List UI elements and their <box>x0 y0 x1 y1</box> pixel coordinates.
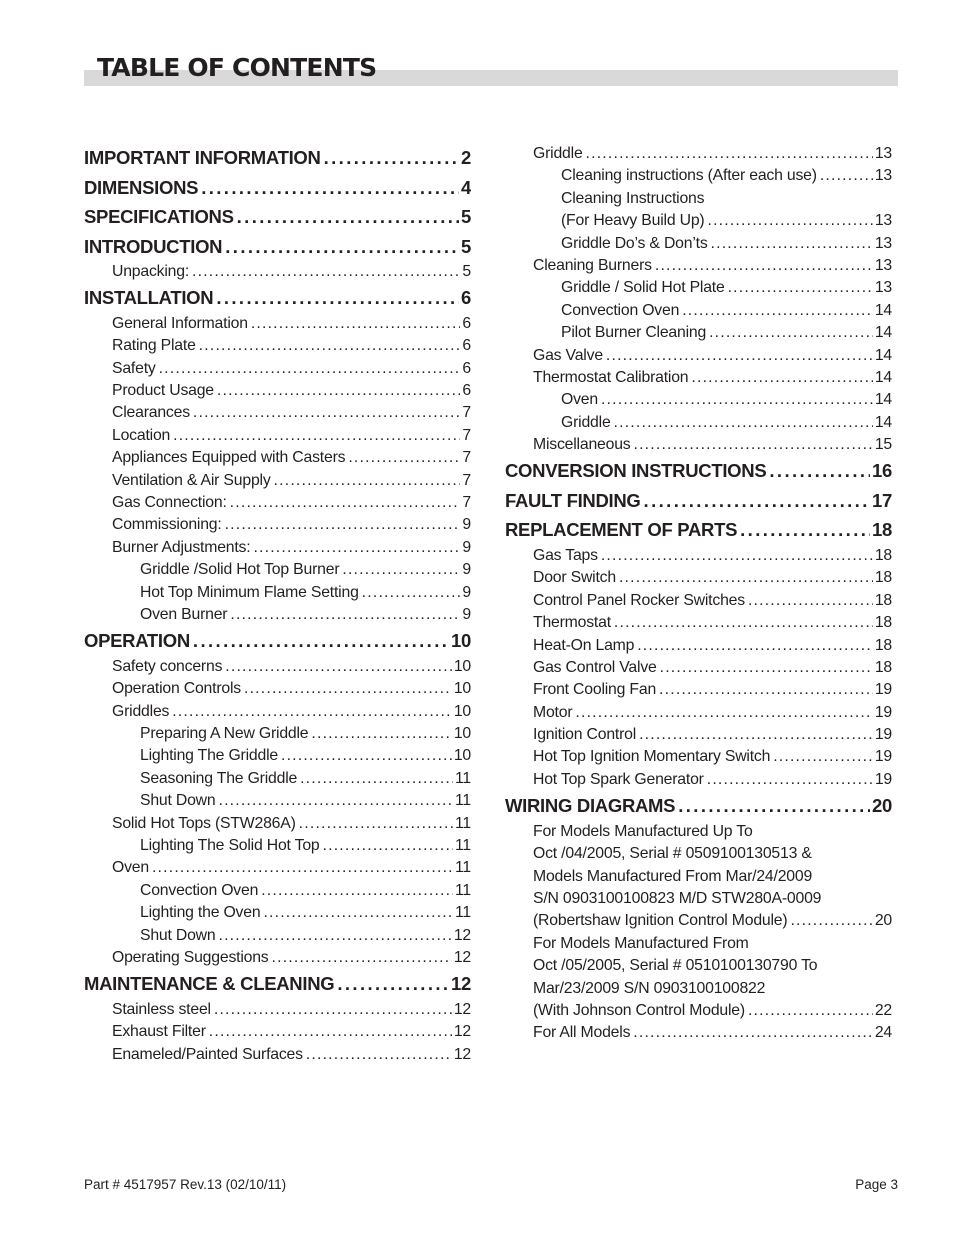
toc-dot-leader <box>682 300 873 322</box>
toc-entry[interactable] <box>505 567 892 589</box>
toc-page-number: 18 <box>874 614 892 632</box>
toc-page-number: 12 <box>451 973 471 995</box>
toc-entry-title: Control Panel Rocker Switches <box>533 591 745 609</box>
toc-entry[interactable] <box>84 902 471 924</box>
toc-dot-leader <box>644 486 870 516</box>
toc-page-number: 11 <box>455 769 471 787</box>
toc-entry[interactable] <box>505 210 892 232</box>
toc-dot-leader <box>691 367 872 389</box>
toc-entry[interactable] <box>84 947 471 969</box>
toc-text-line: Oct /05/2005, Serial # 0510100130790 To <box>533 957 818 975</box>
toc-entry-title: Operating Suggestions <box>112 948 269 966</box>
toc-entry-title: Location <box>112 426 171 444</box>
toc-entry-title: OPERATION <box>84 630 190 652</box>
toc-dot-leader <box>773 746 873 768</box>
toc-entry-title: (With Johnson Control Module) <box>533 1001 745 1019</box>
toc-entry[interactable] <box>84 358 471 380</box>
toc-entry[interactable] <box>84 656 471 678</box>
toc-entry[interactable] <box>505 910 892 932</box>
toc-entry[interactable] <box>84 768 471 790</box>
toc-page-number: 19 <box>874 770 892 788</box>
toc-section-entry[interactable] <box>84 173 471 203</box>
toc-dot-leader <box>348 447 460 469</box>
toc-entry-title: MAINTENANCE & CLEANING <box>84 973 335 995</box>
toc-page-number: 13 <box>874 256 892 274</box>
toc-entry[interactable] <box>505 277 892 299</box>
toc-entry[interactable] <box>84 514 471 536</box>
page-title: TABLE OF CONTENTS <box>97 53 377 82</box>
toc-dot-leader <box>199 335 461 357</box>
toc-dot-leader <box>637 635 873 657</box>
toc-dot-leader <box>311 723 451 745</box>
toc-entry-title: REPLACEMENT OF PARTS <box>505 519 738 541</box>
toc-page-number: 18 <box>874 636 892 654</box>
toc-dot-leader <box>193 626 449 656</box>
toc-dot-leader <box>748 1000 873 1022</box>
toc-entry-title: Unpacking: <box>112 263 190 280</box>
toc-entry-title: Gas Valve <box>533 346 603 364</box>
toc-page-number: 11 <box>455 836 471 854</box>
toc-entry[interactable] <box>84 492 471 514</box>
toc-dot-leader <box>614 412 873 434</box>
toc-entry-title: Clearances <box>112 404 190 422</box>
toc-page-number: 14 <box>874 368 892 386</box>
toc-entry[interactable] <box>84 880 471 902</box>
toc-page-number: 18 <box>874 569 892 587</box>
toc-dot-leader <box>601 389 873 411</box>
toc-entry[interactable] <box>505 233 892 255</box>
footer-page-number: Page 3 <box>855 1177 898 1192</box>
toc-entry[interactable] <box>505 1022 892 1044</box>
toc-entry[interactable] <box>84 425 471 447</box>
toc-entry[interactable] <box>84 582 471 604</box>
toc-dot-leader <box>728 277 873 299</box>
toc-page-number: 19 <box>874 681 892 699</box>
toc-entry[interactable] <box>84 380 471 402</box>
toc-entry[interactable] <box>505 165 892 187</box>
toc-dot-leader <box>281 745 452 767</box>
toc-page-number: 19 <box>874 726 892 744</box>
toc-dot-leader <box>660 657 873 679</box>
toc-dot-leader <box>639 724 873 746</box>
toc-entry-title: For All Models <box>533 1024 631 1042</box>
toc-entry-title: DIMENSIONS <box>84 176 199 198</box>
toc-entry-title: Enameled/Painted Surfaces <box>112 1045 303 1063</box>
toc-entry[interactable] <box>505 434 892 456</box>
toc-entry[interactable] <box>505 367 892 389</box>
toc-entry[interactable] <box>84 701 471 723</box>
toc-entry-title: Thermostat Calibration <box>533 368 689 386</box>
toc-section-entry[interactable] <box>84 626 471 656</box>
toc-dot-leader <box>218 925 451 947</box>
toc-entry[interactable] <box>505 702 892 724</box>
toc-page-number: 14 <box>874 391 892 409</box>
toc-dot-leader <box>159 358 461 380</box>
toc-entry-title: Thermostat <box>533 614 611 632</box>
toc-dot-leader <box>707 769 873 791</box>
toc-entry-title: Lighting The Solid Hot Top <box>140 836 320 854</box>
toc-section-entry[interactable] <box>505 486 892 516</box>
toc-dot-leader <box>614 612 873 634</box>
toc-page-number: 13 <box>874 167 892 185</box>
toc-entry-title: Griddle / Solid Hot Plate <box>561 279 725 297</box>
toc-page-number: 11 <box>455 814 471 832</box>
toc-page-number: 20 <box>874 912 892 930</box>
toc-dot-leader <box>263 902 453 924</box>
toc-page-number: 16 <box>872 460 892 482</box>
toc-entry-title: Door Switch <box>533 569 616 587</box>
toc-entry[interactable] <box>505 612 892 634</box>
toc-entry[interactable] <box>84 790 471 812</box>
toc-entry-title: SPECIFICATIONS <box>84 206 234 227</box>
toc-entry-title: Oven Burner <box>140 605 228 623</box>
toc-column-right <box>505 143 892 1045</box>
toc-entry-title: Motor <box>533 703 573 721</box>
toc-dot-leader <box>216 283 459 313</box>
toc-dot-leader <box>209 1021 452 1043</box>
toc-page-number: 6 <box>462 337 471 355</box>
toc-entry-title: FAULT FINDING <box>505 489 641 511</box>
toc-entry[interactable] <box>84 313 471 335</box>
toc-entry-title: Convection Oven <box>561 301 680 319</box>
toc-page-number: 12 <box>453 926 471 944</box>
toc-entry-title: Operation Controls <box>112 680 241 698</box>
toc-entry-title: WIRING DIAGRAMS <box>505 795 676 817</box>
toc-page-number: 18 <box>874 591 892 609</box>
toc-entry[interactable] <box>505 679 892 701</box>
toc-page-number: 11 <box>455 859 471 877</box>
toc-entry-title: Preparing A New Griddle <box>140 725 309 743</box>
toc-page-number: 24 <box>874 1024 892 1042</box>
toc-page-number: 6 <box>462 314 471 332</box>
toc-text-line: Oct /04/2005, Serial # 0509100130513 & <box>533 845 812 863</box>
toc-entry[interactable] <box>505 769 892 791</box>
toc-entry-title: Safety <box>112 359 156 377</box>
toc-column-left <box>84 143 471 1066</box>
toc-entry[interactable] <box>84 835 471 857</box>
toc-entry[interactable] <box>84 402 471 424</box>
toc-page-number: 19 <box>874 703 892 721</box>
toc-page-number: 5 <box>462 263 471 280</box>
toc-page-number: 12 <box>453 1045 471 1063</box>
toc-entry[interactable] <box>84 335 471 357</box>
footer-part-number: Part # 4517957 Rev.13 (02/10/11) <box>84 1177 287 1192</box>
toc-dot-leader <box>790 910 872 932</box>
toc-entry-title: Commissioning: <box>112 516 222 534</box>
toc-dot-leader <box>342 559 460 581</box>
toc-page-number: 11 <box>455 792 471 810</box>
toc-text-line: Cleaning Instructions <box>561 189 705 207</box>
toc-entry-title: Lighting The Griddle <box>140 747 278 765</box>
toc-page-number: 12 <box>453 1023 471 1041</box>
toc-entry-title: Seasoning The Griddle <box>140 769 298 787</box>
toc-dot-leader <box>272 947 452 969</box>
toc-dot-leader <box>225 232 459 262</box>
toc-dot-leader <box>655 255 873 277</box>
toc-entry-title: Rating Plate <box>112 337 196 355</box>
toc-section-entry[interactable] <box>84 232 471 262</box>
toc-page-number: 10 <box>453 725 471 743</box>
toc-page-number: 9 <box>462 583 471 601</box>
toc-entry-title: Heat-On Lamp <box>533 636 635 654</box>
toc-entry[interactable] <box>505 345 892 367</box>
toc-dot-leader <box>711 233 873 255</box>
toc-section-entry[interactable] <box>84 143 471 173</box>
toc-entry[interactable] <box>84 470 471 492</box>
toc-entry-title: INTRODUCTION <box>84 235 223 257</box>
toc-entry-title: Oven <box>561 391 598 409</box>
toc-entry-title: Miscellaneous <box>533 436 631 454</box>
toc-dot-leader <box>619 567 873 589</box>
toc-dot-leader <box>173 425 460 447</box>
toc-entry-title: Griddles <box>112 702 170 720</box>
toc-entry[interactable] <box>84 1044 471 1066</box>
toc-entry-title: Griddle Do’s & Don’ts <box>561 234 708 252</box>
toc-page-number: 5 <box>461 206 471 227</box>
toc-entry-title: Convection Oven <box>140 881 259 899</box>
toc-page-number: 13 <box>874 212 892 230</box>
toc-page-number: 7 <box>462 494 471 512</box>
toc-entry[interactable] <box>84 857 471 879</box>
toc-page-number: 9 <box>462 538 471 556</box>
toc-dot-leader <box>748 590 873 612</box>
toc-dot-leader <box>201 173 459 203</box>
toc-entry-title: Pilot Burner Cleaning <box>561 324 707 342</box>
toc-entry-title: Shut Down <box>140 926 216 944</box>
toc-entry[interactable] <box>505 300 892 322</box>
toc-entry[interactable] <box>84 447 471 469</box>
toc-entry[interactable] <box>505 724 892 746</box>
toc-dot-leader <box>172 701 452 723</box>
toc-dot-leader <box>323 835 453 857</box>
toc-dot-leader <box>230 604 460 626</box>
toc-page-number: 9 <box>462 605 471 623</box>
toc-dot-leader <box>244 678 452 700</box>
toc-entry[interactable] <box>84 261 471 283</box>
toc-entry[interactable] <box>84 1021 471 1043</box>
toc-entry-title: Hot Top Ignition Momentary Switch <box>533 748 771 766</box>
toc-section-entry[interactable] <box>505 456 892 486</box>
toc-text-line: Models Manufactured From Mar/24/2009 <box>533 867 813 885</box>
toc-dot-leader <box>193 402 461 424</box>
toc-dot-leader <box>237 202 459 232</box>
toc-page-number: 17 <box>872 489 892 511</box>
toc-entry[interactable] <box>505 143 892 165</box>
toc-entry-title: Gas Taps <box>533 546 598 564</box>
toc-entry-title: Gas Control Valve <box>533 658 657 676</box>
toc-dot-leader <box>261 880 453 902</box>
toc-page-number: 15 <box>874 436 892 454</box>
toc-page-number: 14 <box>874 346 892 364</box>
toc-entry[interactable] <box>84 813 471 835</box>
toc-entry-title: Solid Hot Tops (STW286A) <box>112 814 296 832</box>
toc-dot-leader <box>324 143 459 173</box>
toc-text-line: S/N 0903100100823 M/D STW280A-0009 <box>533 889 822 907</box>
toc-page-number: 11 <box>455 881 471 899</box>
toc-dot-leader <box>214 999 452 1021</box>
toc-dot-leader <box>606 345 873 367</box>
toc-dot-leader <box>633 1022 873 1044</box>
toc-entry[interactable] <box>505 635 892 657</box>
toc-page-number: 10 <box>453 747 471 765</box>
toc-dot-leader <box>251 313 461 335</box>
toc-entry[interactable] <box>84 999 471 1021</box>
toc-dot-leader <box>707 210 872 232</box>
toc-page-number: 18 <box>874 658 892 676</box>
toc-entry-title: IMPORTANT INFORMATION <box>84 147 321 168</box>
toc-dot-leader <box>225 656 452 678</box>
toc-entry-title: (Robertshaw Ignition Control Module) <box>533 912 788 930</box>
toc-text-line: For Models Manufactured Up To <box>533 822 753 840</box>
toc-entry-title: Lighting the Oven <box>140 904 261 922</box>
toc-page-number: 12 <box>453 1000 471 1018</box>
toc-entry[interactable] <box>84 745 471 767</box>
toc-dot-leader <box>769 456 870 486</box>
toc-entry[interactable] <box>505 590 892 612</box>
toc-entry-title: Oven <box>112 859 149 877</box>
toc-page-number: 7 <box>462 404 471 422</box>
toc-page-number: 10 <box>453 702 471 720</box>
toc-dot-leader <box>218 790 453 812</box>
toc-entry-title: Safety concerns <box>112 657 223 675</box>
toc-section-entry[interactable] <box>505 515 892 545</box>
toc-dot-leader <box>230 492 461 514</box>
toc-page-number: 19 <box>874 748 892 766</box>
toc-entry[interactable] <box>84 604 471 626</box>
toc-entry-title: Exhaust Filter <box>112 1023 206 1041</box>
toc-page-number: 12 <box>453 948 471 966</box>
toc-entry-title: INSTALLATION <box>84 287 214 309</box>
toc-entry-title: Griddle /Solid Hot Top Burner <box>140 561 340 579</box>
toc-entry-title: Ventilation & Air Supply <box>112 471 271 489</box>
toc-entry-title: Hot Top Spark Generator <box>533 770 704 788</box>
toc-entry-title: (For Heavy Build Up) <box>561 212 705 230</box>
toc-page-number: 5 <box>461 235 471 257</box>
toc-page-number: 9 <box>462 561 471 579</box>
toc-page-number: 6 <box>462 359 471 377</box>
toc-page-number: 7 <box>462 449 471 467</box>
toc-dot-leader <box>306 1044 452 1066</box>
toc-entry-title: Stainless steel <box>112 1000 211 1018</box>
toc-dot-leader <box>709 322 873 344</box>
toc-page-number: 18 <box>872 519 892 541</box>
toc-page-number: 10 <box>453 680 471 698</box>
toc-dot-leader <box>217 380 461 402</box>
toc-page-number: 2 <box>461 147 471 168</box>
toc-dot-leader <box>362 582 461 604</box>
toc-entry-title: General Information <box>112 314 248 332</box>
toc-page-number: 18 <box>874 546 892 564</box>
toc-page-number: 6 <box>462 382 471 400</box>
toc-page-number: 22 <box>874 1001 892 1019</box>
toc-section-entry[interactable] <box>84 969 471 999</box>
toc-page-number: 14 <box>874 413 892 431</box>
toc-entry[interactable] <box>505 746 892 768</box>
toc-dot-leader <box>299 813 453 835</box>
toc-entry[interactable] <box>505 1000 892 1022</box>
toc-dot-leader <box>634 434 873 456</box>
toc-page-number: 10 <box>451 630 471 652</box>
toc-dot-leader <box>274 470 461 492</box>
toc-entry-title: Burner Adjustments: <box>112 538 251 556</box>
toc-dot-leader <box>192 261 460 283</box>
toc-dot-leader <box>820 165 873 187</box>
toc-page-number: 13 <box>874 279 892 297</box>
toc-dot-leader <box>225 514 461 536</box>
toc-dot-leader <box>337 969 449 999</box>
toc-entry-title: Ignition Control <box>533 726 637 744</box>
toc-entry-title: Griddle <box>533 145 583 162</box>
toc-dot-leader <box>659 679 873 701</box>
toc-page-number: 13 <box>874 234 892 252</box>
toc-entry[interactable] <box>84 559 471 581</box>
toc-entry[interactable] <box>84 678 471 700</box>
toc-page-number: 14 <box>874 324 892 342</box>
toc-entry-title: Cleaning Burners <box>533 256 652 274</box>
toc-entry[interactable] <box>505 255 892 277</box>
toc-page-number: 9 <box>462 516 471 534</box>
toc-entry-title: Hot Top Minimum Flame Setting <box>140 583 359 601</box>
toc-entry-title: Front Cooling Fan <box>533 681 657 699</box>
toc-dot-leader <box>586 143 873 165</box>
toc-entry-title: Shut Down <box>140 792 216 810</box>
toc-entry-title: Griddle <box>561 413 611 431</box>
toc-entry[interactable] <box>505 545 892 567</box>
toc-dot-leader <box>678 791 870 821</box>
toc-dot-leader <box>152 857 453 879</box>
toc-section-entry[interactable] <box>505 791 892 821</box>
toc-entry[interactable] <box>505 322 892 344</box>
toc-entry[interactable] <box>84 537 471 559</box>
toc-entry-title: CONVERSION INSTRUCTIONS <box>505 460 767 482</box>
toc-page-number: 7 <box>462 471 471 489</box>
toc-entry-title: Gas Connection: <box>112 494 227 512</box>
toc-page-number: 6 <box>461 287 471 309</box>
toc-section-entry[interactable] <box>84 283 471 313</box>
toc-entry-title: Cleaning instructions (After each use) <box>561 167 817 185</box>
toc-entry[interactable] <box>84 925 471 947</box>
toc-dot-leader <box>601 545 873 567</box>
toc-dot-leader <box>575 702 872 724</box>
toc-page-number: 4 <box>461 176 471 198</box>
toc-section-entry[interactable] <box>84 202 471 232</box>
toc-text-line: For Models Manufactured From <box>533 934 749 952</box>
toc-page-number: 7 <box>462 426 471 444</box>
toc-entry[interactable] <box>505 389 892 411</box>
toc-dot-leader <box>300 768 453 790</box>
toc-entry[interactable] <box>505 412 892 434</box>
toc-entry[interactable] <box>84 723 471 745</box>
toc-dot-leader <box>253 537 460 559</box>
toc-text-line: Mar/23/2009 S/N 0903100100822 <box>533 979 766 997</box>
toc-entry[interactable] <box>505 657 892 679</box>
toc-page-number: 20 <box>872 795 892 817</box>
toc-dot-leader <box>740 515 870 545</box>
toc-page-number: 11 <box>455 904 471 922</box>
toc-entry-title: Appliances Equipped with Casters <box>112 449 346 467</box>
toc-page-number: 10 <box>453 657 471 675</box>
toc-page-number: 14 <box>874 301 892 319</box>
toc-entry-title: Product Usage <box>112 382 214 400</box>
toc-page-number: 13 <box>874 145 892 162</box>
